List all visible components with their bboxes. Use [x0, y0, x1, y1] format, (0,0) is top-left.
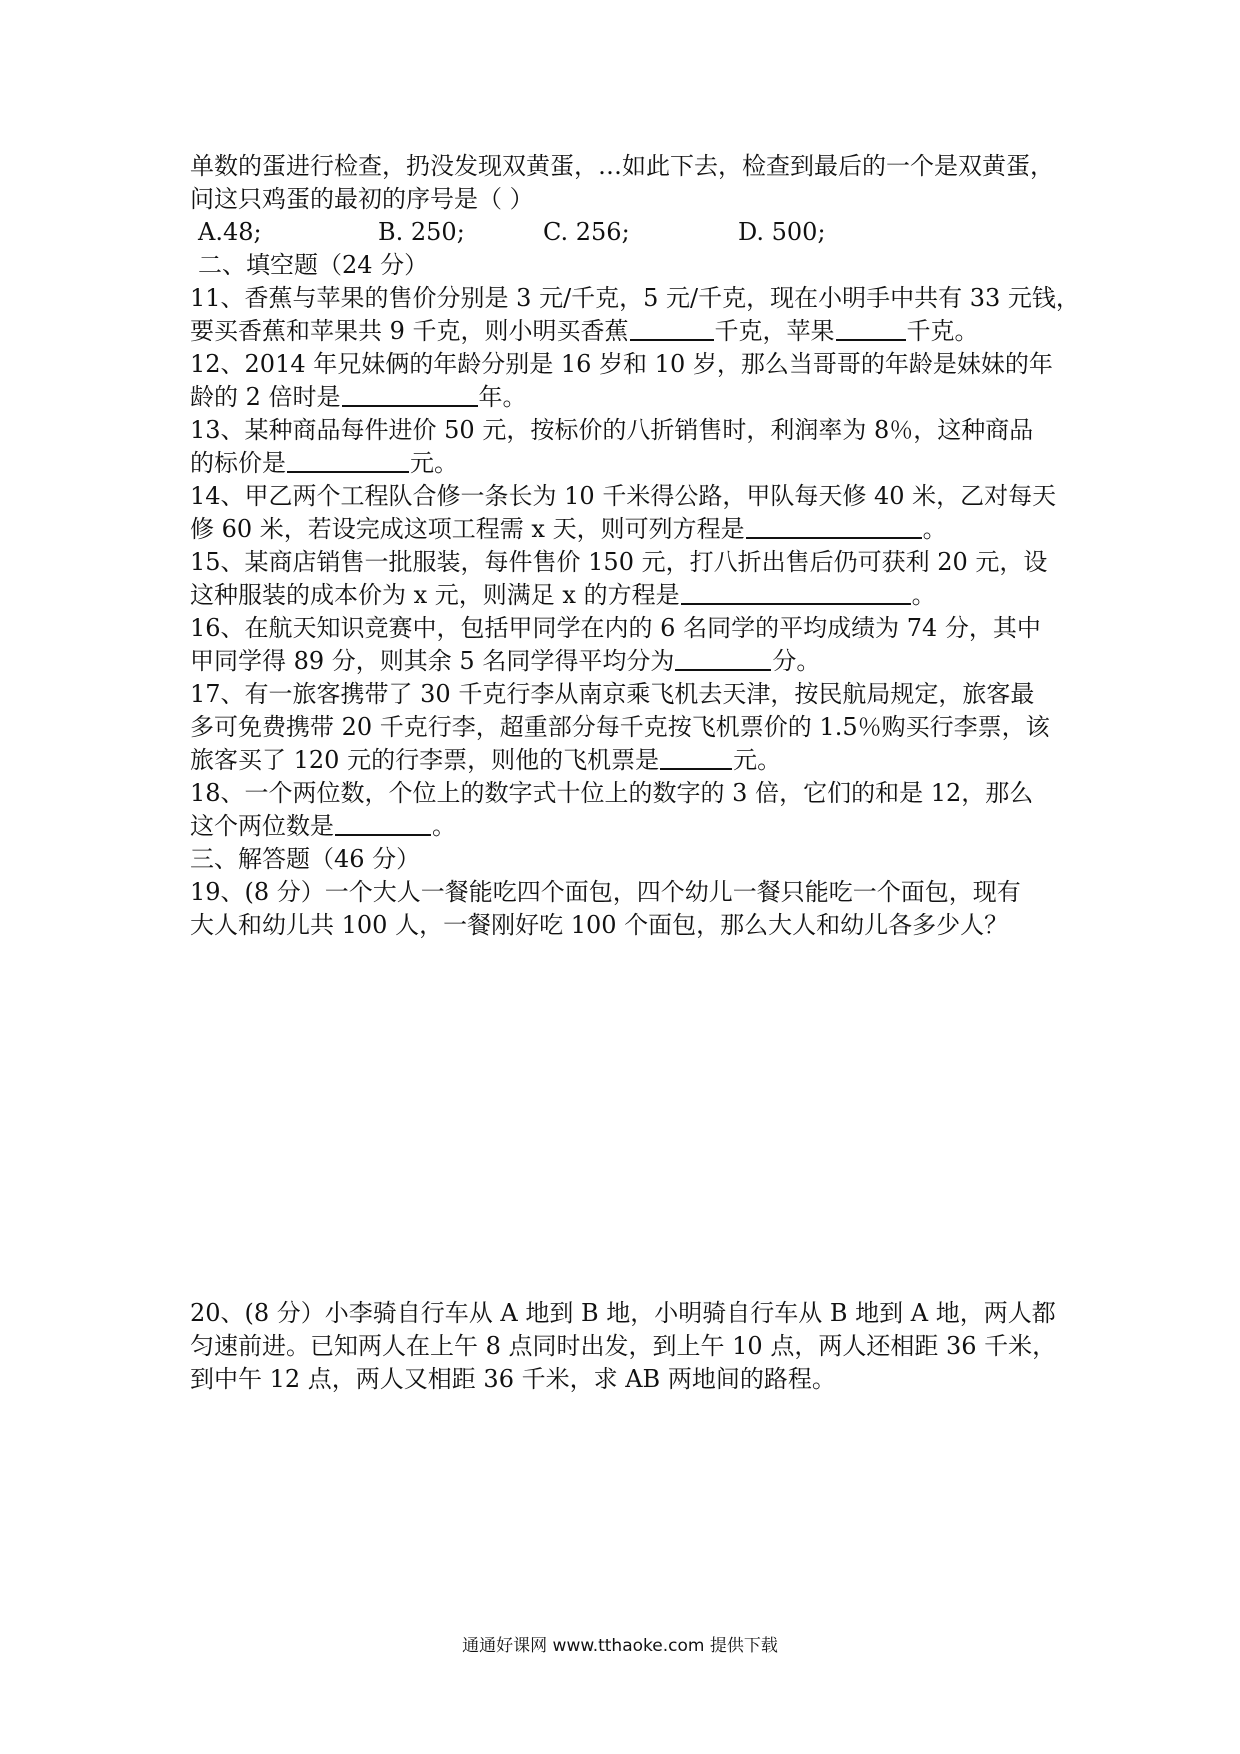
q11-text-c: 千克。: [906, 317, 979, 345]
q10-line-2: 问这只鸡蛋的最初的序号是（ ）: [190, 185, 534, 213]
q17-line-2: 多可免费携带 20 千克行李，超重部分每千克按飞机票价的 1.5％购买行李票，该: [190, 713, 1050, 741]
section-3-title: 三、解答题（46 分）: [190, 845, 421, 873]
q12-line-1: 12、2014 年兄妹俩的年龄分别是 16 岁和 10 岁，那么当哥哥的年龄是妹妹的年: [190, 350, 1053, 378]
choice-d: D. 500;: [738, 218, 826, 246]
q19-line-2: 大人和幼儿共 100 人，一餐刚好吃 100 个面包，那么大人和幼儿各多少人？: [190, 911, 1009, 939]
q13-line-2: [190, 447, 1060, 480]
q10-choices: [190, 216, 1060, 249]
q16-answer-blank[interactable]: [675, 645, 771, 671]
q14-answer-blank[interactable]: [746, 513, 922, 539]
q11-text-b: 千克，苹果: [714, 317, 835, 345]
q17-line-3: [190, 744, 1060, 777]
q11-line-2: [190, 315, 1060, 348]
q18-text-a: 这个两位数是: [190, 812, 334, 840]
q13-text-b: 元。: [410, 449, 458, 477]
q16-line-1: 16、在航天知识竞赛中，包括甲同学在内的 6 名同学的平均成绩为 74 分，其中: [190, 614, 1041, 642]
q14-text-a: 修 60 米，若设完成这项工程需 x 天，则可列方程是: [190, 515, 745, 543]
q15-line-2: [190, 579, 1060, 612]
q18-line-2: [190, 810, 1060, 843]
q20-line-1: 20、(8 分）小李骑自行车从 A 地到 B 地，小明骑自行车从 B 地到 A 地，两人都: [190, 1299, 1056, 1327]
q15-text-a: 这种服装的成本价为 x 元，则满足 x 的方程是: [190, 581, 680, 609]
q17-text-a: 旅客买了 120 元的行李票，则他的飞机票是: [190, 746, 660, 774]
choice-c: C. 256;: [543, 218, 630, 246]
choice-a: A.48;: [198, 218, 262, 246]
q12-line-2: [190, 381, 1060, 414]
q20-line-3: 到中午 12 点，两人又相距 36 千米，求 AB 两地间的路程。: [190, 1365, 836, 1393]
q11-apple-blank[interactable]: [836, 315, 906, 341]
q10-line-1: 单数的蛋进行检查，扔没发现双黄蛋，…如此下去，检查到最后的一个是双黄蛋，: [190, 152, 1054, 180]
q16-text-a: 甲同学得 89 分，则其余 5 名同学得平均分为: [190, 647, 675, 675]
q13-text-a: 的标价是: [190, 449, 286, 477]
q14-line-1: 14、甲乙两个工程队合修一条长为 10 千米得公路，甲队每天修 40 米，乙对每天: [190, 482, 1057, 510]
q19-answer-space[interactable]: [190, 942, 1060, 1297]
q15-text-b: 。: [911, 581, 936, 609]
q13-line-1: 13、某种商品每件进价 50 元，按标价的八折销售时，利润率为 8％，这种商品: [190, 416, 1034, 444]
q18-line-1: 18、一个两位数，个位上的数字式十位上的数字的 3 倍，它们的和是 12，那么: [190, 779, 1034, 807]
q18-answer-blank[interactable]: [335, 810, 431, 836]
q17-answer-blank[interactable]: [660, 744, 732, 770]
q20-line-2: 匀速前进。已知两人在上午 8 点同时出发，到上午 10 点，两人还相距 36 千米，: [190, 1332, 1057, 1360]
q16-line-2: [190, 645, 1060, 678]
section-2-title: 二、填空题（24 分）: [198, 251, 429, 279]
q19-line-1: 19、(8 分）一个大人一餐能吃四个面包，四个幼儿一餐只能吃一个面包，现有: [190, 878, 1021, 906]
page-content: [190, 150, 1080, 1396]
q18-text-b: 。: [432, 812, 456, 840]
q11-line-1: 11、香蕉与苹果的售价分别是 3 元/千克，5 元/千克，现在小明手中共有 33 元钱，: [190, 284, 1080, 312]
q11-text-a: 要买香蕉和苹果共 9 千克，则小明买香蕉: [190, 317, 629, 345]
choice-b: B. 250;: [378, 218, 465, 246]
q12-text-a: 龄的 2 倍时是: [190, 383, 341, 411]
q14-line-2: [190, 513, 1060, 546]
q12-text-b: 年。: [478, 383, 527, 411]
q15-line-1: 15、某商店销售一批服装，每件售价 150 元，打八折出售后仍可获利 20 元，设: [190, 548, 1048, 576]
q17-line-1: 17、有一旅客携带了 30 千克行李从南京乘飞机去天津，按民航局规定，旅客最: [190, 680, 1035, 708]
q15-answer-blank[interactable]: [681, 579, 911, 605]
footer-source: 通通好课网 www.tthaoke.com 提供下载: [462, 1636, 778, 1656]
q11-banana-blank[interactable]: [630, 315, 714, 341]
q17-text-b: 元。: [733, 746, 782, 774]
q16-text-b: 分。: [772, 647, 821, 675]
q13-answer-blank[interactable]: [287, 447, 409, 473]
q14-text-b: 。: [922, 515, 947, 543]
q12-answer-blank[interactable]: [342, 381, 478, 407]
